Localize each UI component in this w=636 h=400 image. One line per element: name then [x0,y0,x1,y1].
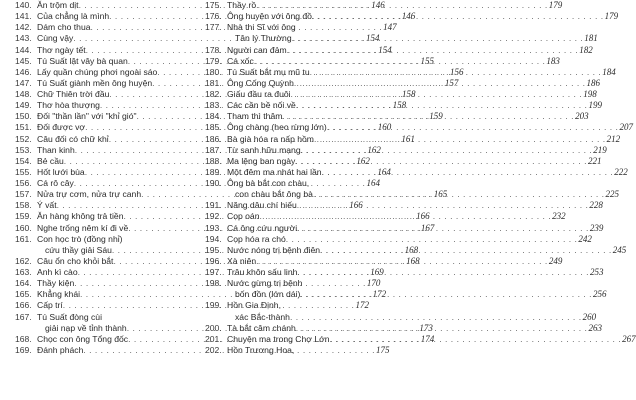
toc-entry-number: 140. [15,0,32,10]
toc-entry-number: 141. [15,11,32,22]
toc-entry-number: 179. [205,55,222,66]
toc-entry-title: Nghe trống nêm kí đi về [37,222,129,233]
toc-entry-title: Bà già hóa ra nấp hồm [227,133,314,144]
toc-entry-title: Lấy quần chúng phơi ngoài sáo [37,66,158,77]
toc-entry-title: Câu đối có chữ khỉ [37,133,109,144]
toc-page-number: 146 [371,0,385,10]
toc-entry-number: 191. [205,200,222,211]
toc-entry-number: 153. [15,144,32,155]
toc-entry-title: Ăn hàng không trả tiền [37,211,124,222]
toc-entry-number: 187. [205,144,222,155]
toc-entry-title: Chuyện ma trong Chợ Lớn [227,333,330,344]
toc-entry-title: Cá xốc [227,55,254,66]
toc-entry-number: 158. [15,200,32,211]
toc-entry-number: 147. [15,77,32,88]
toc-entry-title: xác Bắc-thành [235,311,290,322]
toc-entry [205,278,607,300]
dot-leader [300,289,592,300]
toc-entry-number: 178. [205,44,222,55]
toc-entry-number: 198. [205,278,222,289]
toc-entry-number: 168. [15,333,32,344]
toc-page-number: 249 [548,255,563,266]
toc-entry-number: 201. [205,333,222,344]
dot-leader [295,156,587,167]
toc-entry-number: 166. [15,300,32,311]
toc-entry [205,144,607,156]
dot-leader [310,67,602,78]
toc-page-number: 263 [588,322,602,333]
dot-leader [297,200,589,211]
toc-entry-number: 180. [205,66,222,77]
toc-entry-number: 157. [15,189,32,200]
toc-page-number: 207 [619,122,633,133]
toc-entry-title: Ông huyện với ông đồ [227,11,312,22]
dot-leader [327,122,619,133]
dot-leader [292,33,584,44]
toc-entry-number: 144. [15,44,32,55]
toc-entry-title: Chữ Thiên trời đầu [37,89,110,99]
dot-leader [256,0,548,11]
dot-leader [312,11,604,22]
toc-page-number: 169 [370,267,384,277]
toc-entry-number: 163. [15,267,32,277]
toc-page-number: 164 [377,166,391,177]
toc-entry-title: Thơ ngày tết [37,44,86,55]
dot-leader [254,56,546,67]
toc-entry-title: Đối được vợ [37,122,86,133]
toc-page-number: 232 [552,211,566,222]
toc-page-number: 155 [420,55,434,66]
dot-leader [330,334,622,345]
toc-entry-title: Nửa trự cơm, nửa trự canh [37,189,142,200]
toc-entry-title: Cấp trí [37,300,63,311]
toc-entry-title: Từ sanh hữu mạng [227,144,301,155]
toc-page-number: 212 [606,133,621,144]
toc-page-number: 158 [392,100,407,111]
toc-entry-title: Hồn Trương Hoa, [227,344,295,355]
toc-page-number: 198 [583,89,597,99]
toc-page-number: 182 [579,44,593,55]
toc-entry-title: Tú Suất lật vây bà quan [37,55,128,66]
toc-entry-number: 182. [205,89,222,99]
toc-page-number: 225 [605,189,620,200]
toc-entry-title: bốn đồn (lớn dái) [235,289,301,300]
toc-entry-title: Câu ổn cho khỏi bắt [37,255,114,266]
toc-page-number: 168 [404,244,419,255]
toc-entry-title: Người can đảm [227,44,287,55]
toc-entry-title: Cọp hóa ra chó [227,233,286,244]
toc-page-number: 183 [546,55,560,66]
toc-entry-title: Thầy kiện [37,278,75,289]
toc-page-number: 166 [349,200,363,211]
toc-entry [205,345,381,356]
toc-page-number: 168 [406,255,420,266]
toc-entry-number: 161. [15,233,32,244]
toc-page-number: 179 [604,11,619,22]
toc-entry-number: 176. [205,11,222,22]
toc-entry-title: Tú Suất đòng cùi [37,311,102,322]
toc-entry [205,0,563,11]
toc-entry-title: Hốt lưới bùa [37,166,85,177]
toc-entry [205,200,603,211]
toc-entry-title: giải nạp về tỉnh thành [45,322,127,333]
toc-page-number: 260 [582,311,597,322]
dot-leader [287,45,579,56]
toc-page-number: 160 [377,122,392,133]
toc-page-number: 181 [584,33,598,44]
toc-entry-title: Than kinh [37,144,75,155]
toc-page-number: 167 [420,222,435,233]
toc-page-number: 267 [622,333,636,344]
toc-entry-number: 167. [15,311,32,322]
toc-entry-number: 190. [205,178,222,188]
dot-leader [314,134,606,145]
toc-entry-number: 177. [205,22,222,33]
toc-entry-number: 164. [15,278,32,289]
toc-entry-number: 188. [205,155,222,166]
toc-page-number: 154 [378,44,392,55]
toc-entry-number: 200. [205,322,222,333]
dot-leader [313,189,605,200]
toc-entry-title: Khẳng khái [37,289,81,300]
toc-page-number: 147 [383,22,397,33]
toc-page-number: 158 [402,89,416,99]
toc-entry-number: 196. [205,255,222,266]
dot-leader [296,323,588,334]
toc-page-number: 242 [578,233,592,244]
toc-page-number: 165 [433,189,448,200]
toc-entry-title: Cọp oán [227,211,260,222]
toc-entry-title: Tham thì thâm [227,111,283,122]
dot-leader [297,223,589,234]
toc-entry-number: 184. [205,111,222,122]
toc-page-number: 253 [590,267,604,277]
toc-entry-number: 197. [205,267,222,277]
toc-entry-number: 189. [205,166,222,177]
toc-page-number: 162 [367,144,381,155]
toc-entry-number: 165. [15,289,32,300]
toc-entry-number: 154. [15,155,32,166]
toc-page-number: 222 [614,166,628,177]
toc-entry-title: Tú Suất bắt mụ mũ tu [227,66,310,77]
toc-entry-number: 185. [205,122,222,133]
dot-leader [260,211,552,222]
toc-page-number: 172 [355,300,369,311]
dot-leader [322,167,614,178]
toc-entry-title: Đối "thần lần" với "khỉ gió" [37,111,137,122]
toc-page-number: 172 [372,289,387,300]
toc-page-number: 203 [575,111,589,122]
toc-page-number: 166 [416,211,430,222]
toc-page-number: 184 [602,66,616,77]
toc-entry-title: Ý vất [37,200,57,211]
toc-entry [205,300,597,322]
toc-entry-title: Ăn trộm dịt [37,0,79,10]
toc-entry-number: 150. [15,111,32,122]
toc-entry-number: 162. [15,255,32,266]
toc-page-number: 146 [401,11,416,22]
toc-entry-title: Chọc con ông Tổng đốc [37,333,129,344]
dot-leader [294,78,586,89]
dot-leader [290,312,582,323]
toc-entry-title: Tân lý Thường [235,33,292,44]
toc-page-number: 256 [593,289,607,300]
dot-leader [296,100,588,111]
toc-page-number: 154 [365,33,380,44]
toc-entry-number: 202. [205,344,222,355]
toc-entry-title: con chàu bắt ông bà [235,189,313,200]
toc-entry-title: Tà bắt câm chánh [227,322,296,333]
toc-entry-title: Đánh phách [37,344,84,355]
toc-entry-number: 181. [205,77,222,88]
toc-page-number: 245 [612,244,627,255]
toc-entry-number: 159. [15,211,32,222]
toc-page-number: 219 [593,144,607,155]
toc-entry-number: 169. [15,344,32,355]
toc-entry-number: 195. [205,244,222,255]
toc-entry-title: Nước nóng trị bệnh điên [227,244,321,255]
toc-entry-title: Nhà thi Sĩ với ông [227,22,296,33]
toc-entry-title: Nước gừng trị bệnh [227,278,303,289]
toc-entry-title: cứu thầy giải Sáu [45,244,112,255]
toc-entry-title: Cá rô cây [37,178,74,188]
toc-entry-title: Năng dâu chí hiếu [227,200,297,211]
toc-page-number: 175 [376,344,390,355]
toc-entry-title: Cùng vậy [37,33,74,44]
toc-page-number: 221 [587,155,602,166]
toc-entry-title: Một đêm ma nhát hai lần [227,166,322,177]
toc-entry-number: 156. [15,178,32,188]
toc-entry-number: 143. [15,33,32,44]
toc-entry-title: Các cần bề nối về [227,100,296,111]
toc-page-number: 186 [586,77,601,88]
toc-entry-title: Ông bà bắt con chàu, [227,178,310,188]
toc-entry-number: 194. [205,233,222,244]
dot-leader [286,234,578,245]
toc-entry-title: Dám cho thua [37,22,91,33]
toc-entry-number: 146. [15,66,32,77]
toc-entry-title: Của chẳng là mình [37,11,110,22]
toc-entry-number: 186. [205,133,222,144]
toc-entry-number: 192. [205,211,222,222]
toc-entry-title: Thơ hòa thượng [37,100,100,111]
toc-entry-title: Bẻ cầu [37,155,64,166]
toc-entry-number: 193. [205,222,222,233]
toc-page-number: 157 [444,77,459,88]
toc-page-number: 159 [429,111,443,122]
toc-entry-number: 151. [15,122,32,133]
toc-page-number: 174 [420,333,435,344]
toc-entry-title: Giấu đầu ra đuôi [227,89,291,99]
toc-entry-number: 149. [15,100,32,111]
toc-page-number: 228 [589,200,603,211]
toc-page-number: 164 [366,178,380,188]
toc-entry-title: Con học trò (đồng nhỉ) [37,233,123,244]
toc-page-number: 162 [356,155,370,166]
toc-page-number: 173 [419,322,433,333]
toc-entry-title: Thầy rồ [227,0,257,10]
toc-entry [205,267,604,278]
toc-page-number: 239 [589,222,604,233]
toc-entry-number: 199. [205,300,222,311]
dot-leader [282,111,574,122]
toc-entry-number: 152. [15,133,32,144]
toc-entry [205,233,592,245]
toc-entry-number: 183. [205,100,222,111]
toc-entry-title: Trâu khôn sấu linh [227,267,298,277]
toc-entry-title: Hồn Gia Định, [227,300,281,311]
toc-page-number: 161 [401,133,415,144]
toc-page-number: 179 [548,0,563,10]
toc-page-number: 199 [588,100,602,111]
dot-leader [301,145,593,156]
toc-entry-number: 145. [15,55,32,66]
toc-entry-title: Xà niên [227,255,257,266]
toc-page-number: 156 [449,66,464,77]
toc-entry-number: 160. [15,222,32,233]
toc-entry-title: Cá ông cứu người [227,222,298,233]
toc-entry-number: 142. [15,22,32,33]
toc-entry-title: Ông Cống Quỳnh [227,77,294,88]
toc-entry-number: 148. [15,89,32,99]
toc-entry-title: Anh kì cào [37,267,78,277]
toc-entry-title: Ma lệng ban ngày [227,155,296,166]
dot-leader [291,89,583,100]
dot-leader [256,256,548,267]
toc-entry-number: 175. [205,0,222,10]
toc-entry-title: Tú Suất giành mền ông huyện [37,77,153,88]
toc-entry [205,155,602,167]
dot-leader [320,245,612,256]
toc-entry-title: Ông chàng (heo rừng lớn) [227,122,327,133]
dot-leader [297,267,589,278]
toc-entry-number: 155. [15,166,32,177]
toc-page-number: 170 [366,278,381,289]
